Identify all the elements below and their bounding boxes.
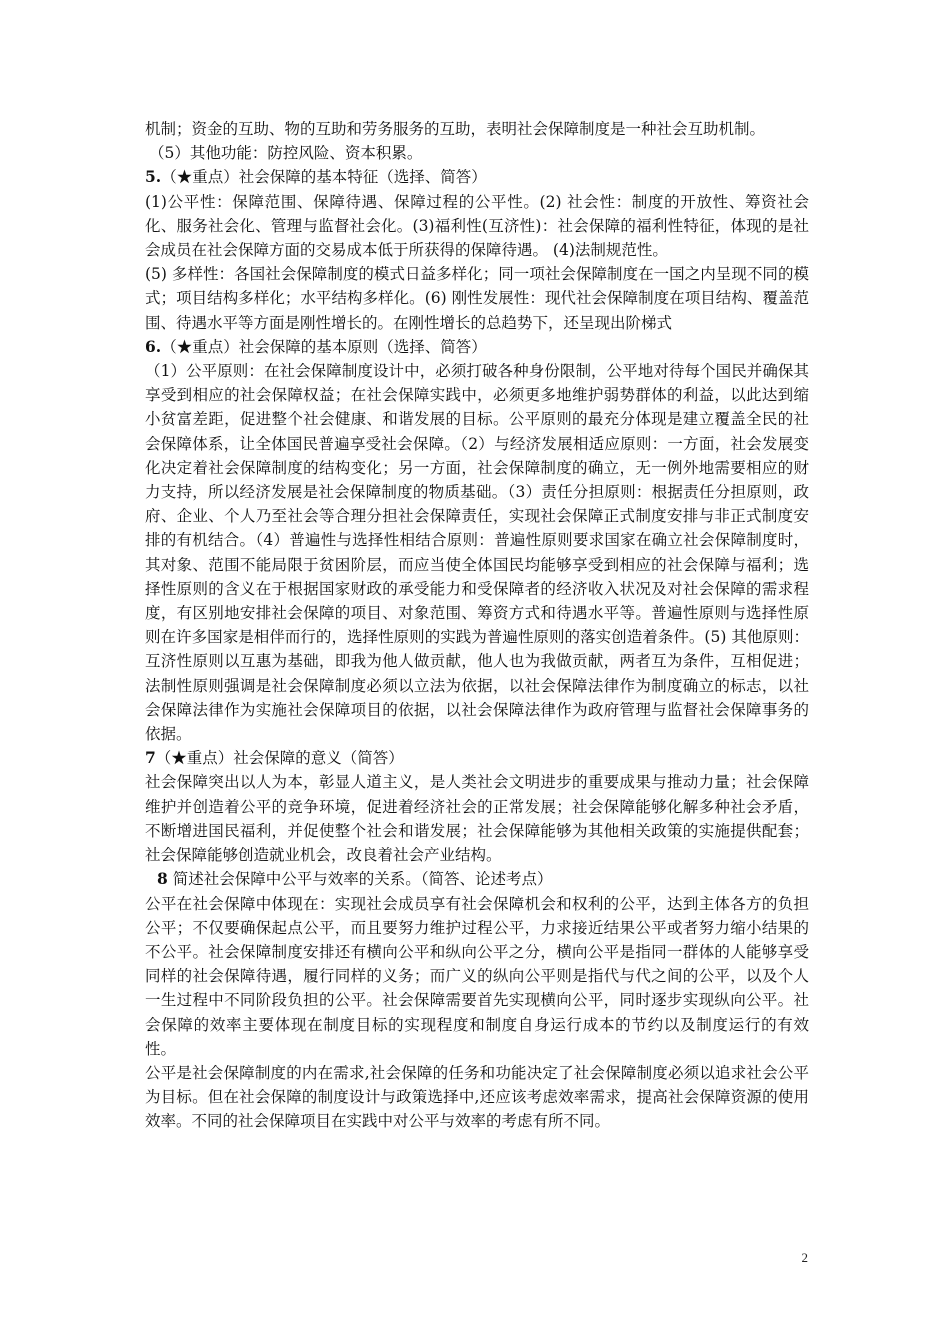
paragraph-mechanism: 机制；资金的互助、物的互助和劳务服务的互助，表明社会保障制度是一种社会互助机制。 xyxy=(145,120,766,138)
heading-number: 8 xyxy=(157,869,168,889)
paragraph-features-2: (5) 多样性：各国社会保障制度的模式日益多样化；同一项社会保障制度在一国之内呈现不同的模式；项目结构多样化；水平结构多样化。(6) 刚性发展性：现代社会保障制度在项目结构、覆盖范围、待遇水平等方面是刚性增长的。在刚性增长的总趋势下，还呈现出阶梯式 xyxy=(145,265,809,332)
page-number: 2 xyxy=(801,1250,808,1265)
paragraph-other-functions: （5）其他功能：防控风险、资本积累。 xyxy=(149,144,423,163)
heading-basic-features xyxy=(145,165,809,189)
paragraph-fairness-efficiency: 公平是社会保障制度的内在需求,社会保障的任务和功能决定了社会保障制度必须以追求社会公平为目标。但在社会保障的制度设计与政策选择中,还应该考虑效率需求，提高社会保障资源的使用效率。不同的社会保障项目在实践中对公平与效率的考虑有所不同。 xyxy=(145,1063,809,1131)
heading-text: 简述社会保障中公平与效率的关系。（简答、论述考点） xyxy=(172,870,553,889)
heading-number: 6. xyxy=(145,336,162,356)
heading-number: 7 xyxy=(145,748,156,768)
heading-significance xyxy=(145,746,809,770)
paragraph-significance: 社会保障突出以人为本，彰显人道主义，是人类社会文明进步的重要成果与推动力量；社会保障维护并创造着公平的竞争环境，促进着经济社会的正常发展；社会保障能够化解多种社会矛盾，不断增进国民福利，并促使整个社会和谐发展；社会保障能够为其他相关政策的实施提供配套；社会保障能够创造就业机会，改良着社会产业结构。 xyxy=(145,773,809,865)
paragraph-features-1: (1)公平性：保障范围、保障待遇、保障过程的公平性。(2) 社会性：制度的开放性、筹资社会化、服务社会化、管理与监督社会化。(3)福利性(互济性)：社会保障的福利性特征，体现的是社会成员在社会保障方面的交易成本低于所获得的保障待遇。 (4)法制规范性。 xyxy=(145,192,809,260)
heading-basic-principles xyxy=(145,335,809,359)
heading-number: 5. xyxy=(145,167,162,187)
heading-fairness-efficiency xyxy=(145,867,809,891)
heading-text: （★重点）社会保障的意义（简答） xyxy=(155,749,404,768)
document-body xyxy=(145,117,809,1134)
paragraph-fairness: 公平在社会保障中体现在：实现社会成员享有社会保障机会和权利的公平，达到主体各方的负担公平；不仅要确保起点公平，而且要努力维护过程公平，力求接近结果公平或者努力缩小结果的不公平。社会保障制度安排还有横向公平和纵向公平之分，横向公平是指同一群体的人能够享受同样的社会保障待遇，履行同样的义务；而广义的纵向公平则是指代与代之间的公平，以及个人一生过程中不同阶段负担的公平。社会保障需要首先实现横向公平，同时逐步实现纵向公平。社会保障的效率主要体现在制度目标的实现程度和制度自身运行成本的节约以及制度运行的有效性。 xyxy=(145,894,809,1058)
heading-text: （★重点）社会保障的基本原则（选择、简答） xyxy=(161,337,487,356)
heading-text: （★重点）社会保障的基本特征（选择、简答） xyxy=(161,168,487,187)
paragraph-principles: （1）公平原则：在社会保障制度设计中，必须打破各种身份限制，公平地对待每个国民并确保其享受到相应的社会保障权益；在社会保障实践中，必须更多地维护弱势群体的利益，以此达到缩小贫富差距，促进整个社会健康、和谐发展的目标。公平原则的最充分体现是建立覆盖全民的社会保障体系，让全体国民普遍享受社会保障。（2）与经济发展相适应原则：一方面，社会发展变化决定着社会保障制度的结构变化；另一方面，社会保障制度的确立，无一例外地需要相应的财力支持，所以经济发展是社会保障制度的物质基础。（3）责任分担原则：根据责任分担原则，政府、企业、个人乃至社会等合理分担社会保障责任，实现社会保障正式制度安排与非正式制度安排的有机结合。（4）普遍性与选择性相结合原则：普遍性原则要求国家在确立社会保障制度时，其对象、范围不能局限于贫困阶层，而应当使全体国民均能够享受到相应的社会保障与福利；选择性原则的含义在于根据国家财政的承受能力和受保障者的经济收入状况及对社会保障的需求程度，有区别地安排社会保障的项目、对象范围、筹资方式和待遇水平等。普遍性原则与选择性原则在许多国家是相伴而行的，选择性原则的实践为普遍性原则的落实创造着条件。(5) 其他原则：互济性原则以互惠为基础，即我为他人做贡献，他人也为我做贡献，两者互为条件，互相促进；法制性原则强调是社会保障制度必须以立法为依据，以社会保障法律作为制度确立的标志，以社会保障法律作为实施社会保障项目的依据，以社会保障法律作为政府管理与监督社会保障事务的依据。 xyxy=(145,362,809,744)
